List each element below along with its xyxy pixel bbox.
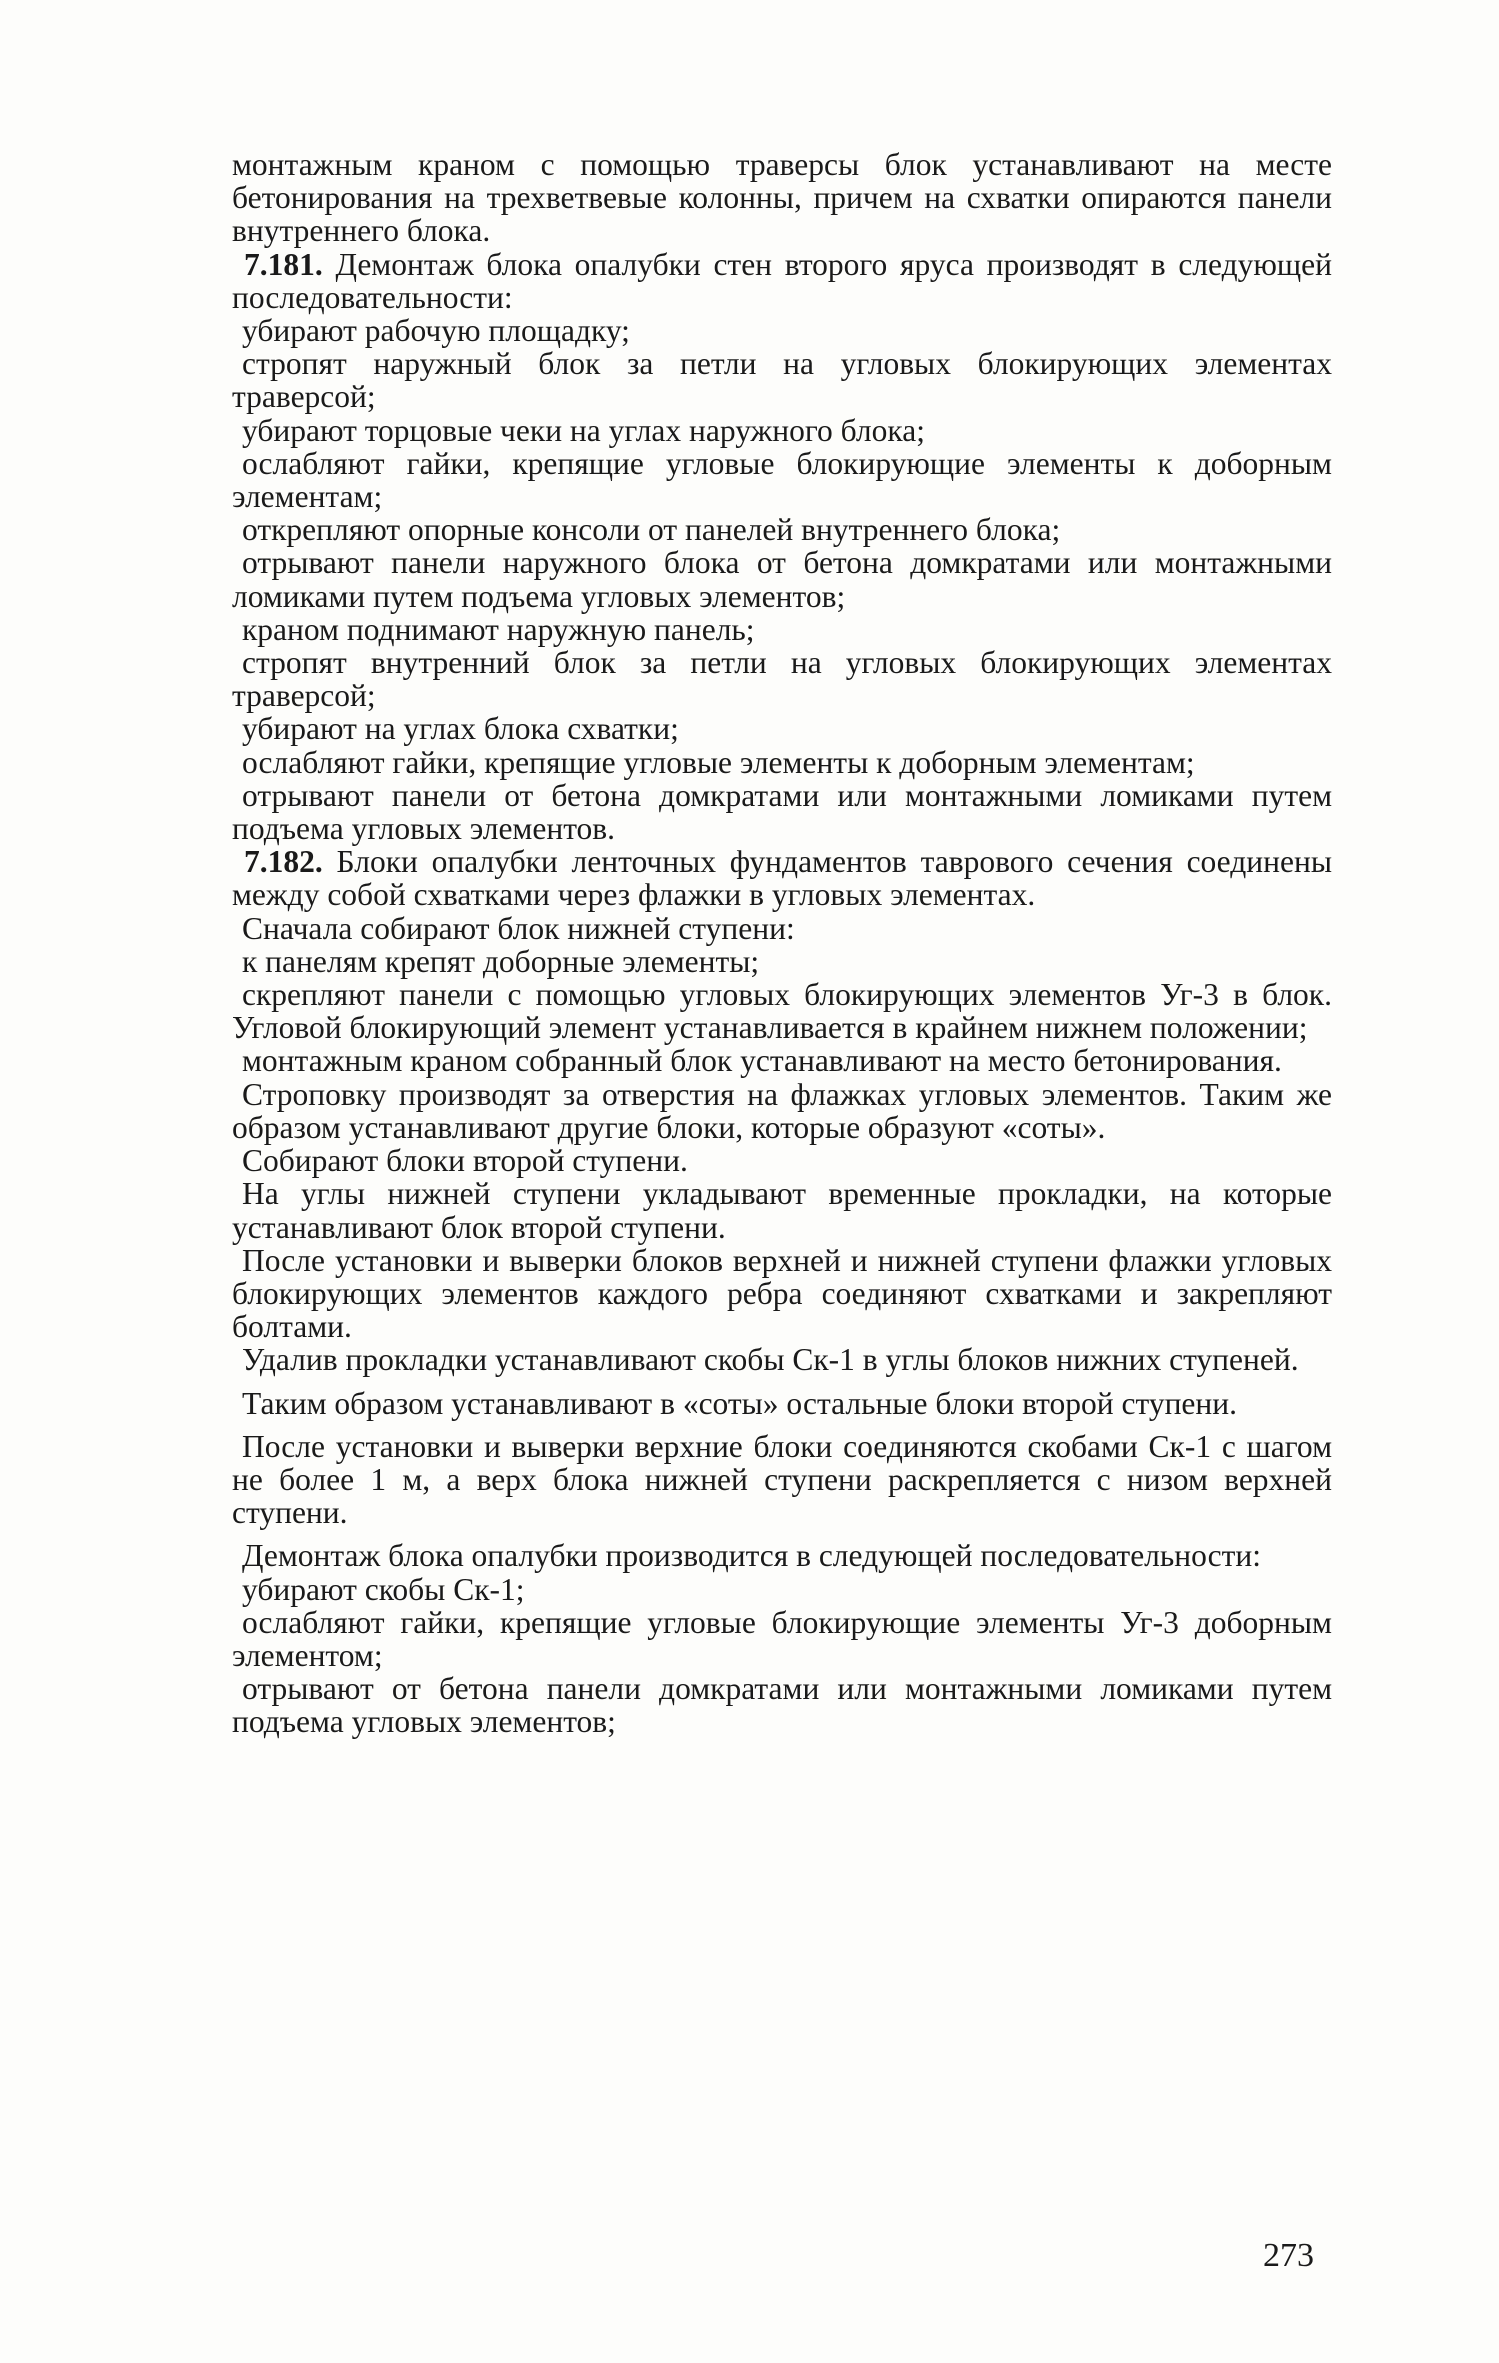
paragraph-text: ослабляют гайки, крепящие угловые блокирующие элементы к доборным элементам; — [232, 445, 1332, 515]
paragraph-text: Удалив прокладки устанавливают скобы Ск-1 в углы блоков нижних ступеней. — [242, 1342, 1299, 1378]
paragraph — [232, 1144, 1332, 1177]
paragraph — [232, 1573, 1332, 1606]
paragraph — [232, 746, 1332, 779]
paragraph-text: убирают рабочую площадку; — [242, 313, 630, 349]
paragraph-text: краном поднимают наружную панель; — [242, 611, 755, 647]
paragraph — [232, 945, 1332, 978]
paragraph — [232, 912, 1332, 945]
paragraph-text: отрывают от бетона панели домкратами или монтажными ломиками путем подъема угловых элементов; — [232, 1671, 1332, 1740]
paragraph-text: Сначала собирают блок нижней ступени: — [242, 910, 795, 946]
paragraph — [232, 1044, 1332, 1077]
paragraph-text: Строповку производят за отверстия на флажках угловых элементов. Таким же образом устанавливают другие блоки, которые образуют «соты». — [232, 1076, 1332, 1145]
section-number: 7.182. — [244, 844, 323, 880]
paragraph-text: ослабляют гайки, крепящие угловые элементы к доборным элементам; — [242, 744, 1195, 780]
paragraph-text: стропят наружный блок за петли на угловых блокирующих элементах траверсой; — [232, 346, 1332, 415]
section-paragraph — [232, 248, 1332, 314]
paragraph-text: Блоки опалубки ленточных фундаментов таврового сечения соединены между собой схватками через флажки в угловых элементах. — [232, 844, 1332, 913]
paragraph — [232, 1177, 1332, 1243]
paragraph — [232, 646, 1332, 712]
paragraph-text: монтажным краном с помощью траверсы блок устанавливают на месте бетонирования на трехветвевые колонны, причем на схватки опираются панели внутреннего блока. — [232, 147, 1332, 249]
paragraph — [232, 347, 1332, 413]
paragraph-text: После установки и выверки блоков верхней и нижней ступени флажки угловых блокирующих элементов каждого ребра соединяют схватками и закрепляют болтами. — [232, 1242, 1332, 1345]
paragraph-text: Демонтаж блока опалубки производится в следующей последовательности: — [242, 1538, 1262, 1574]
paragraph-text: отрывают панели наружного блока от бетона домкратами или монтажными ломиками путем подъема угловых элементов; — [232, 545, 1332, 614]
paragraph-text: монтажным краном собранный блок устанавливают на место бетонирования. — [242, 1043, 1282, 1079]
paragraph — [232, 1078, 1332, 1144]
paragraph — [232, 1343, 1332, 1376]
paragraph-text: Таким образом устанавливают в «соты» остальные блоки второй ступени. — [242, 1385, 1238, 1421]
paragraph — [232, 546, 1332, 612]
paragraph-text: убирают торцовые чеки на углах наружного блока; — [242, 412, 925, 448]
paragraph-text: открепляют опорные консоли от панелей внутреннего блока; — [242, 512, 1061, 548]
paragraph — [232, 978, 1332, 1044]
paragraph — [232, 613, 1332, 646]
section-number: 7.181. — [244, 246, 323, 282]
paragraph — [232, 1244, 1332, 1344]
page-number: 273 — [1263, 2237, 1314, 2274]
paragraph — [232, 148, 1332, 248]
paragraph — [232, 314, 1332, 347]
paragraph-text: Собирают блоки второй ступени. — [242, 1143, 688, 1179]
paragraph-text: скрепляют панели с помощью угловых блокирующих элементов Уг-3 в блок. Угловой блокирующий элемент устанавливается в крайнем нижнем положении; — [232, 977, 1332, 1046]
paragraph-text: убирают скобы Ск-1; — [242, 1571, 525, 1607]
paragraph-text: На углы нижней ступени укладывают временные прокладки, на которые устанавливают блок второй ступени. — [232, 1176, 1332, 1245]
paragraph — [232, 414, 1332, 447]
paragraph — [232, 513, 1332, 546]
paragraph-text: Демонтаж блока опалубки стен второго яруса производят в следующей последовательности: — [232, 246, 1332, 315]
paragraph — [232, 712, 1332, 745]
paragraph-text: стропят внутренний блок за петли на угловых блокирующих элементах траверсой; — [232, 645, 1332, 714]
paragraph — [232, 1430, 1332, 1530]
paragraph — [232, 779, 1332, 845]
paragraph-text: к панелям крепят доборные элементы; — [242, 943, 760, 979]
paragraph — [232, 1672, 1332, 1738]
paragraph — [232, 447, 1332, 513]
page-body-text — [232, 148, 1332, 1739]
paragraph — [232, 1606, 1332, 1672]
paragraph — [232, 1387, 1332, 1420]
section-paragraph — [232, 845, 1332, 911]
paragraph — [232, 1539, 1332, 1572]
paragraph-text: После установки и выверки верхние блоки соединяются скобами Ск-1 с шагом не более 1 м, а верх блока нижней ступени раскрепляется с низом верхней ступени. — [232, 1428, 1332, 1531]
paragraph-text: убирают на углах блока схватки; — [242, 711, 679, 747]
paragraph-text: отрывают панели от бетона домкратами или монтажными ломиками путем подъема угловых элементов. — [232, 777, 1332, 847]
paragraph-text: ослабляют гайки, крепящие угловые блокирующие элементы Уг-3 доборным элементом; — [232, 1604, 1332, 1673]
